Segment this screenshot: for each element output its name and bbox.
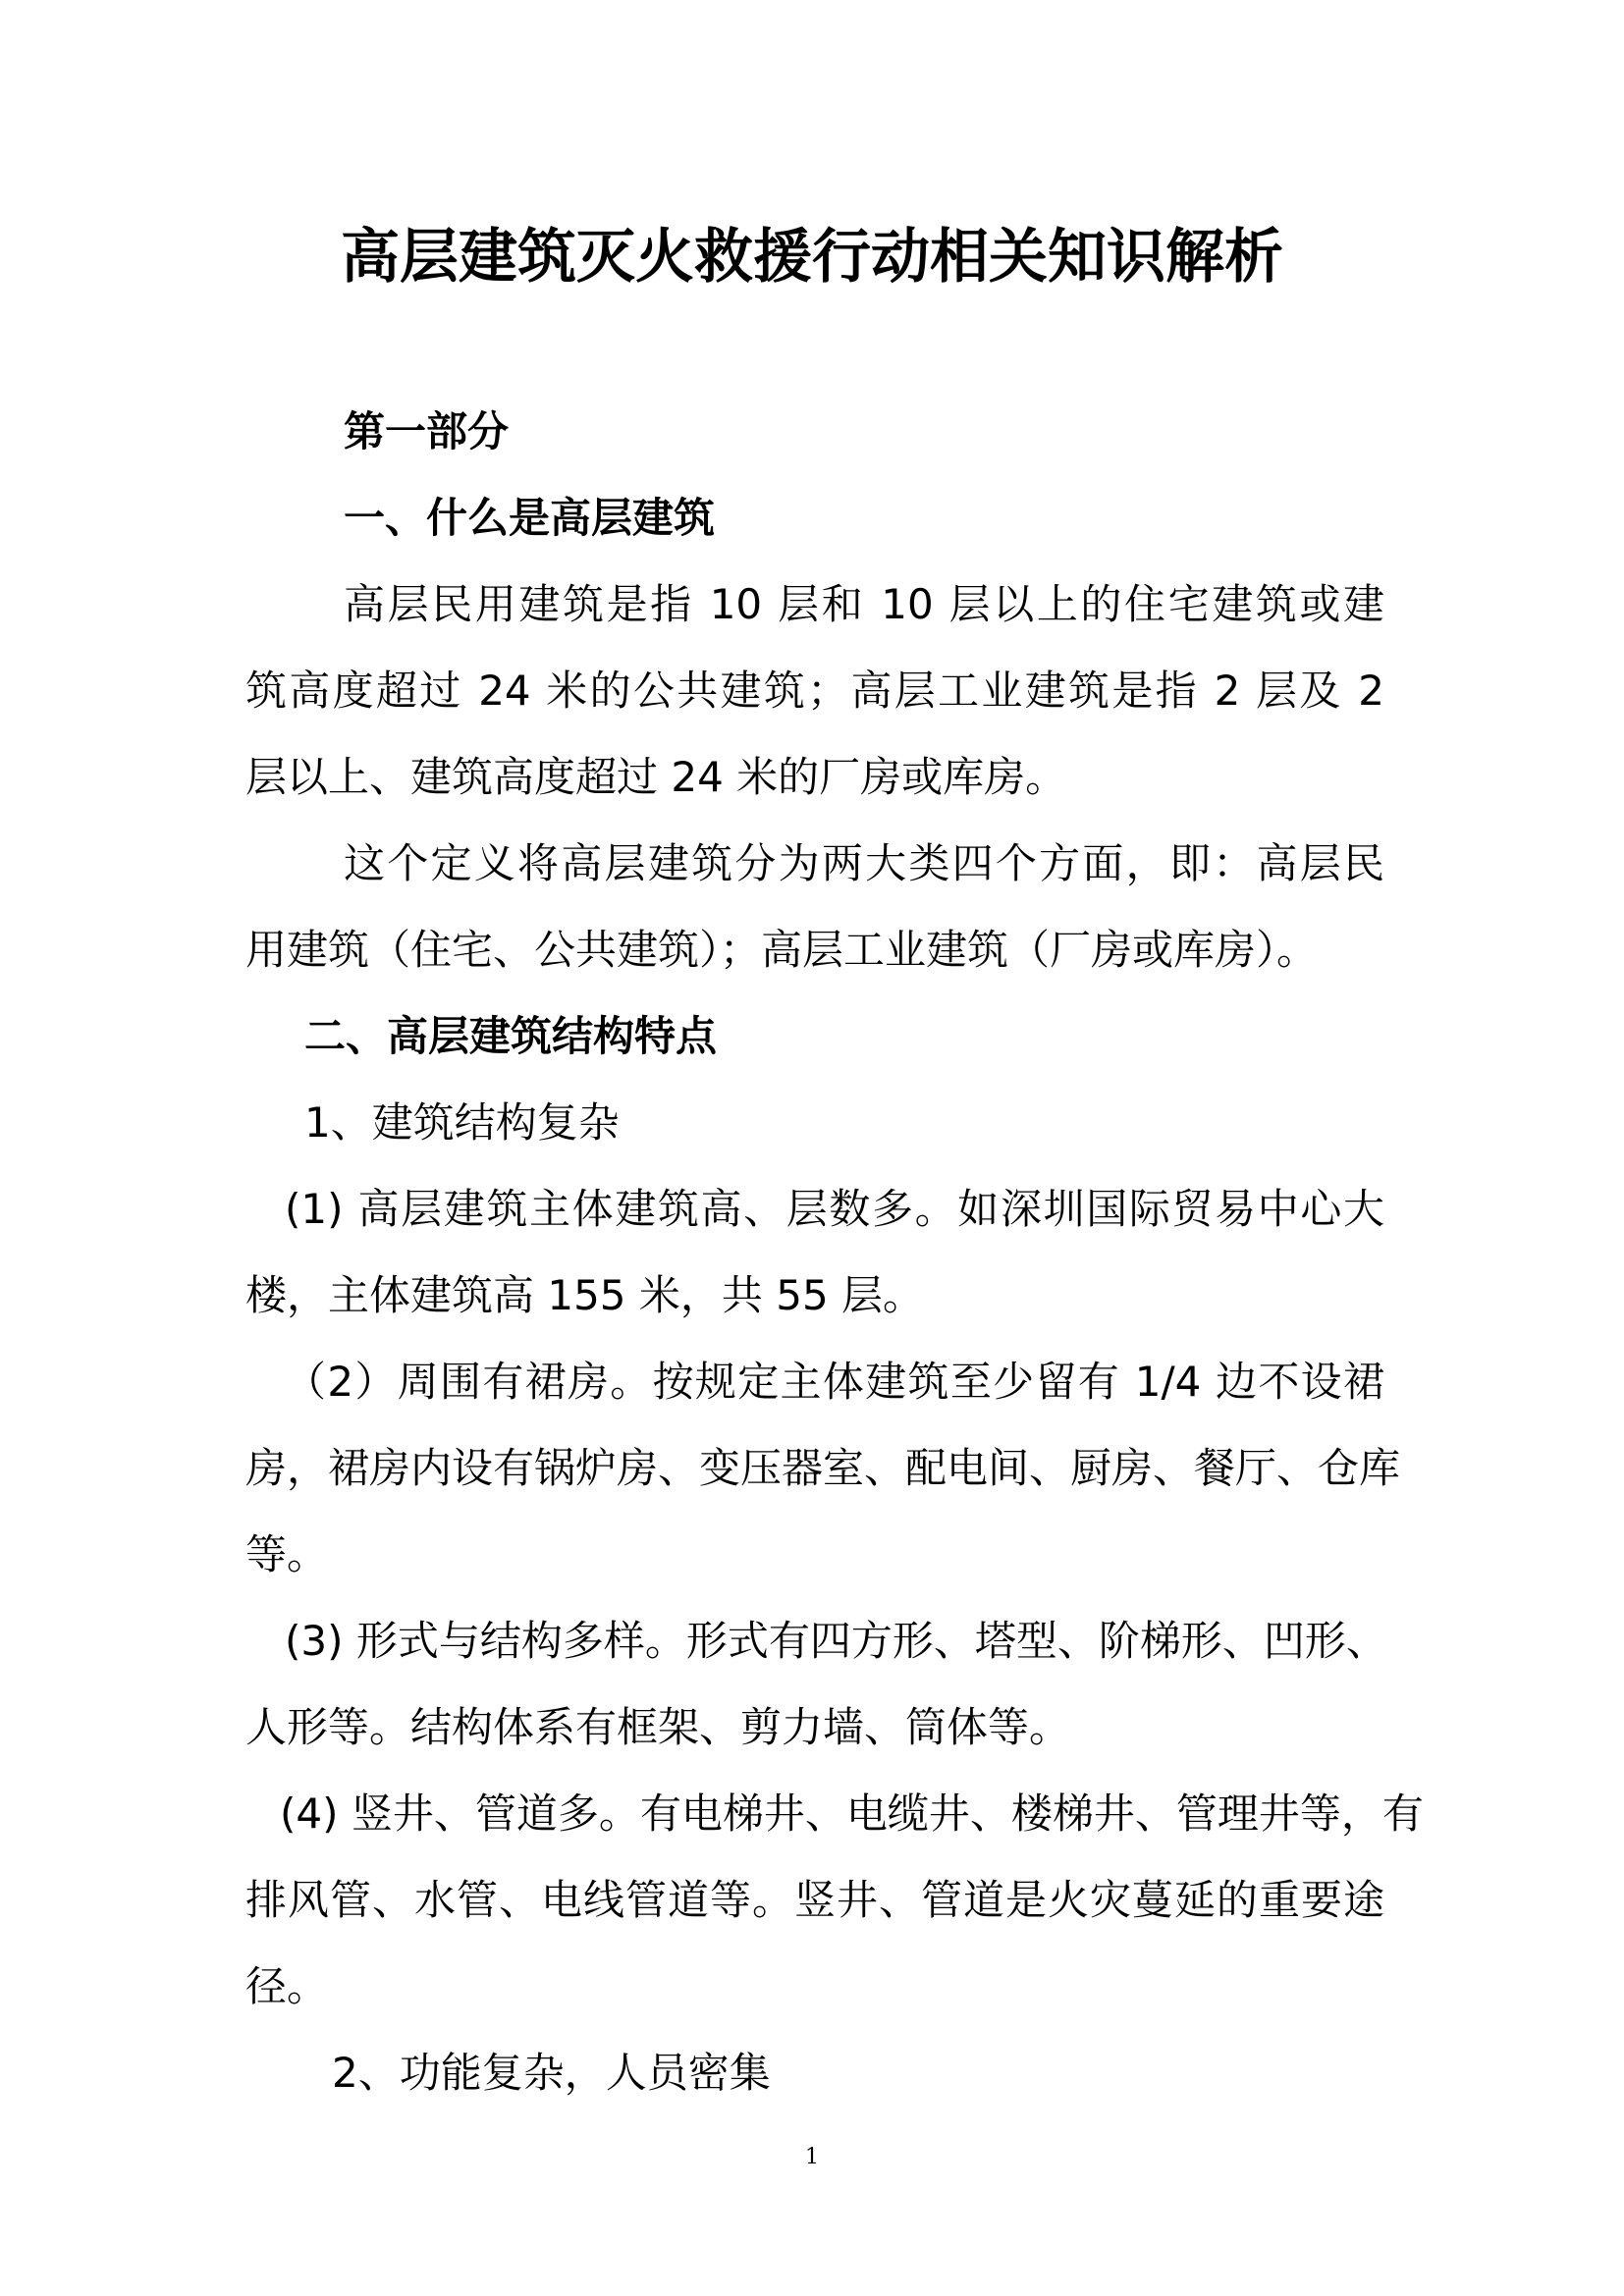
paragraph-line: 等。 — [245, 1530, 329, 1578]
section-heading-2: 二、高层建筑结构特点 — [304, 1012, 718, 1060]
subsection-heading: 2、功能复杂，人员密集 — [332, 2049, 771, 2097]
paragraph-line: 房，裙房内设有锅炉房、变压器室、配电间、厨房、餐厅、仓库 — [245, 1444, 1401, 1492]
paragraph-line: 层以上、建筑高度超过 24 米的厂房或库房。 — [245, 753, 1067, 801]
paragraph-line: 排风管、水管、电线管道等。竖井、管道是火灾蔓延的重要途 — [245, 1876, 1384, 1924]
paragraph-line: 径。 — [245, 1962, 329, 2010]
paragraph-line: (4) 竖井、管道多。有电梯井、电缆井、楼梯井、管理井等，有 — [280, 1789, 1424, 1838]
paragraph-line: 用建筑（住宅、公共建筑）；高层工业建筑（厂房或库房）。 — [245, 926, 1319, 974]
paragraph-line: (3) 形式与结构多样。形式有四方形、塔型、阶梯形、凹形、 — [285, 1617, 1387, 1665]
subsection-heading: 1、建筑结构复杂 — [304, 1098, 620, 1147]
page-number: 1 — [805, 2145, 819, 2169]
part-heading: 第一部分 — [344, 407, 510, 455]
paragraph-line: 这个定义将高层建筑分为两大类四个方面，即：高层民 — [344, 839, 1384, 887]
section-heading-1: 一、什么是高层建筑 — [344, 494, 716, 542]
paragraph-line: （2）周围有裙房。按规定主体建筑至少留有 1/4 边不设裙 — [285, 1358, 1384, 1406]
paragraph-line: 人形等。结构体系有框架、剪力墙、筒体等。 — [245, 1703, 1071, 1751]
paragraph-line: 筑高度超过 24 米的公共建筑；高层工业建筑是指 2 层及 2 — [245, 667, 1384, 715]
paragraph-line: 高层民用建筑是指 10 层和 10 层以上的住宅建筑或建 — [344, 580, 1384, 628]
paragraph-line: 楼，主体建筑高 155 米，共 55 层。 — [245, 1271, 925, 1319]
document-title: 高层建筑灭火救援行动相关知识解析 — [341, 223, 1283, 292]
paragraph-line: (1) 高层建筑主体建筑高、层数多。如深圳国际贸易中心大 — [285, 1185, 1384, 1233]
